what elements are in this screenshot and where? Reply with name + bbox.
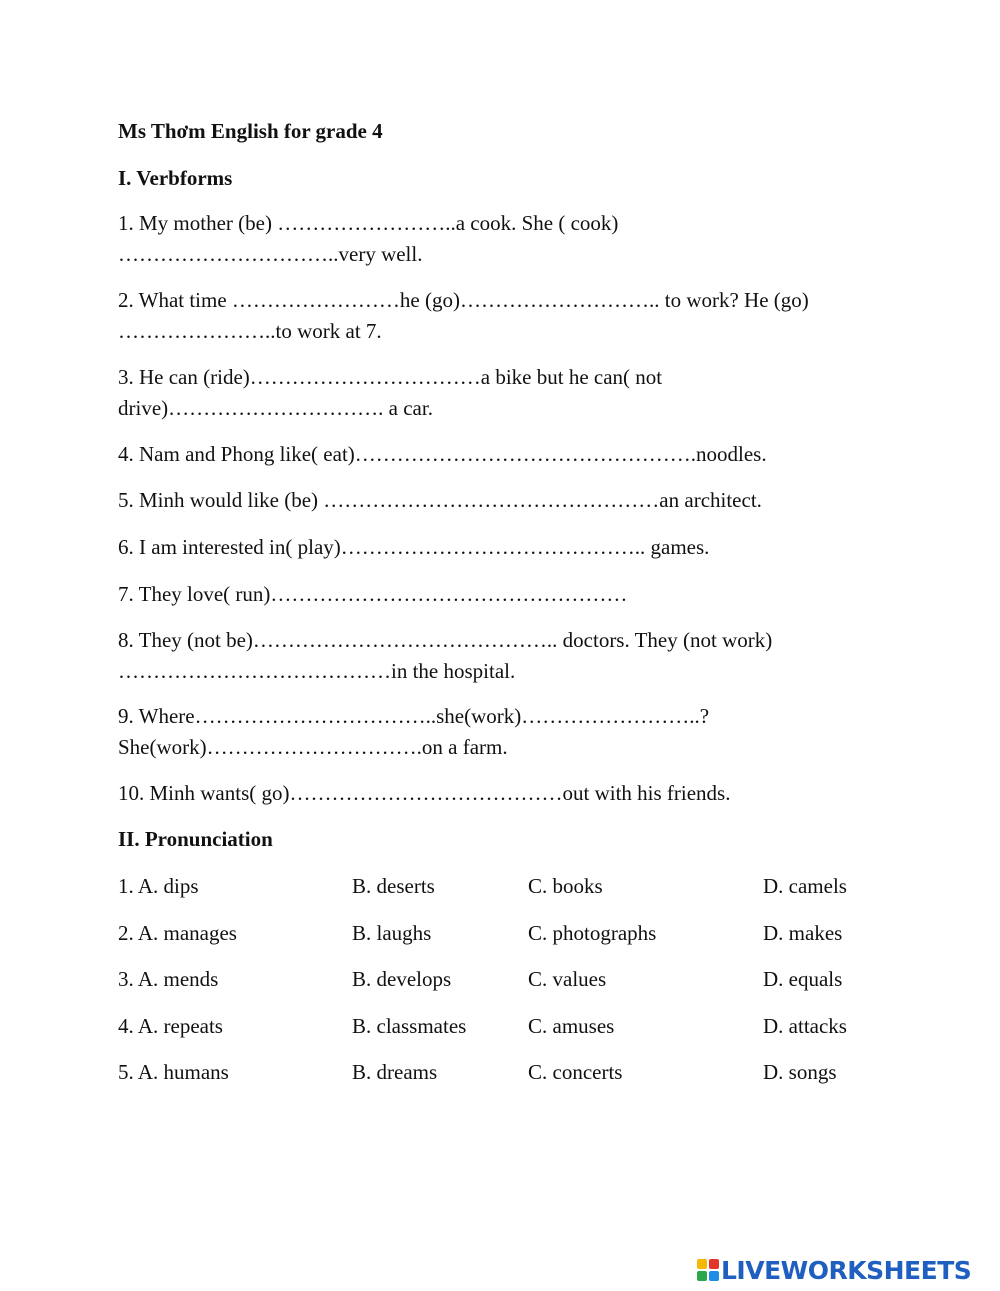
- option-c: C. amuses: [528, 1014, 615, 1038]
- option-c: C. values: [528, 967, 607, 991]
- verbform-line: 5. Minh would like (be) …………………………………………an architect.: [118, 488, 762, 512]
- logo-block: [697, 1271, 707, 1281]
- option-b: B. dreams: [352, 1060, 438, 1084]
- verbform-line: 9. Where……………………………..she(work)……………………..?: [118, 704, 710, 728]
- option-d: D. equals: [763, 967, 843, 991]
- verbform-line: 3. He can (ride)……………………………a bike but he can( not: [118, 365, 663, 389]
- option-a: 2. A. manages: [118, 921, 237, 945]
- verbform-line: …………………………………in the hospital.: [118, 659, 516, 683]
- option-a: 4. A. repeats: [118, 1014, 223, 1038]
- option-b: B. laughs: [352, 921, 432, 945]
- option-d: D. songs: [763, 1060, 837, 1084]
- logo-block: [697, 1259, 707, 1269]
- option-c: C. photographs: [528, 921, 657, 945]
- verbform-line: 6. I am interested in( play)…………………………………….. games.: [118, 535, 710, 559]
- option-d: D. attacks: [763, 1014, 847, 1038]
- logo-block: [709, 1271, 719, 1281]
- option-a: 3. A. mends: [118, 967, 219, 991]
- option-a: 5. A. humans: [118, 1060, 229, 1084]
- verbform-line: 10. Minh wants( go)…………………………………out with his friends.: [118, 781, 731, 805]
- liveworksheets-blocks-icon: [697, 1259, 719, 1281]
- verbform-line: 1. My mother (be) ……………………..a cook. She ( cook): [118, 211, 619, 235]
- option-c: C. concerts: [528, 1060, 623, 1084]
- verbform-line: 8. They (not be)…………………………………….. doctors. They (not work): [118, 628, 773, 652]
- option-c: C. books: [528, 874, 603, 898]
- verbform-line: drive)…………………………. a car.: [118, 396, 433, 420]
- option-d: D. makes: [763, 921, 843, 945]
- verbform-line: 4. Nam and Phong like( eat)………………………………………….noodles.: [118, 442, 767, 466]
- liveworksheets-logo: [697, 1255, 971, 1285]
- verbform-line: 2. What time ……………………he (go)……………………….. to work? He (go): [118, 288, 809, 312]
- page-title: Ms Thơm English for grade 4: [118, 119, 383, 143]
- liveworksheets-wordmark: LIVEWORKSHEETS: [721, 1255, 972, 1285]
- option-b: B. classmates: [352, 1014, 467, 1038]
- verbform-line: …………………………..very well.: [118, 242, 423, 266]
- option-b: B. deserts: [352, 874, 435, 898]
- option-b: B. develops: [352, 967, 452, 991]
- verbform-line: …………………..to work at 7.: [118, 319, 382, 343]
- verbform-line: She(work)………………………….on a farm.: [118, 735, 508, 759]
- verbform-line: 7. They love( run)……………………………………………: [118, 582, 628, 606]
- logo-block: [709, 1259, 719, 1269]
- section-heading-pronunciation: II. Pronunciation: [118, 827, 273, 851]
- option-a: 1. A. dips: [118, 874, 199, 898]
- section-heading-verbforms: I. Verbforms: [118, 166, 233, 190]
- option-d: D. camels: [763, 874, 847, 898]
